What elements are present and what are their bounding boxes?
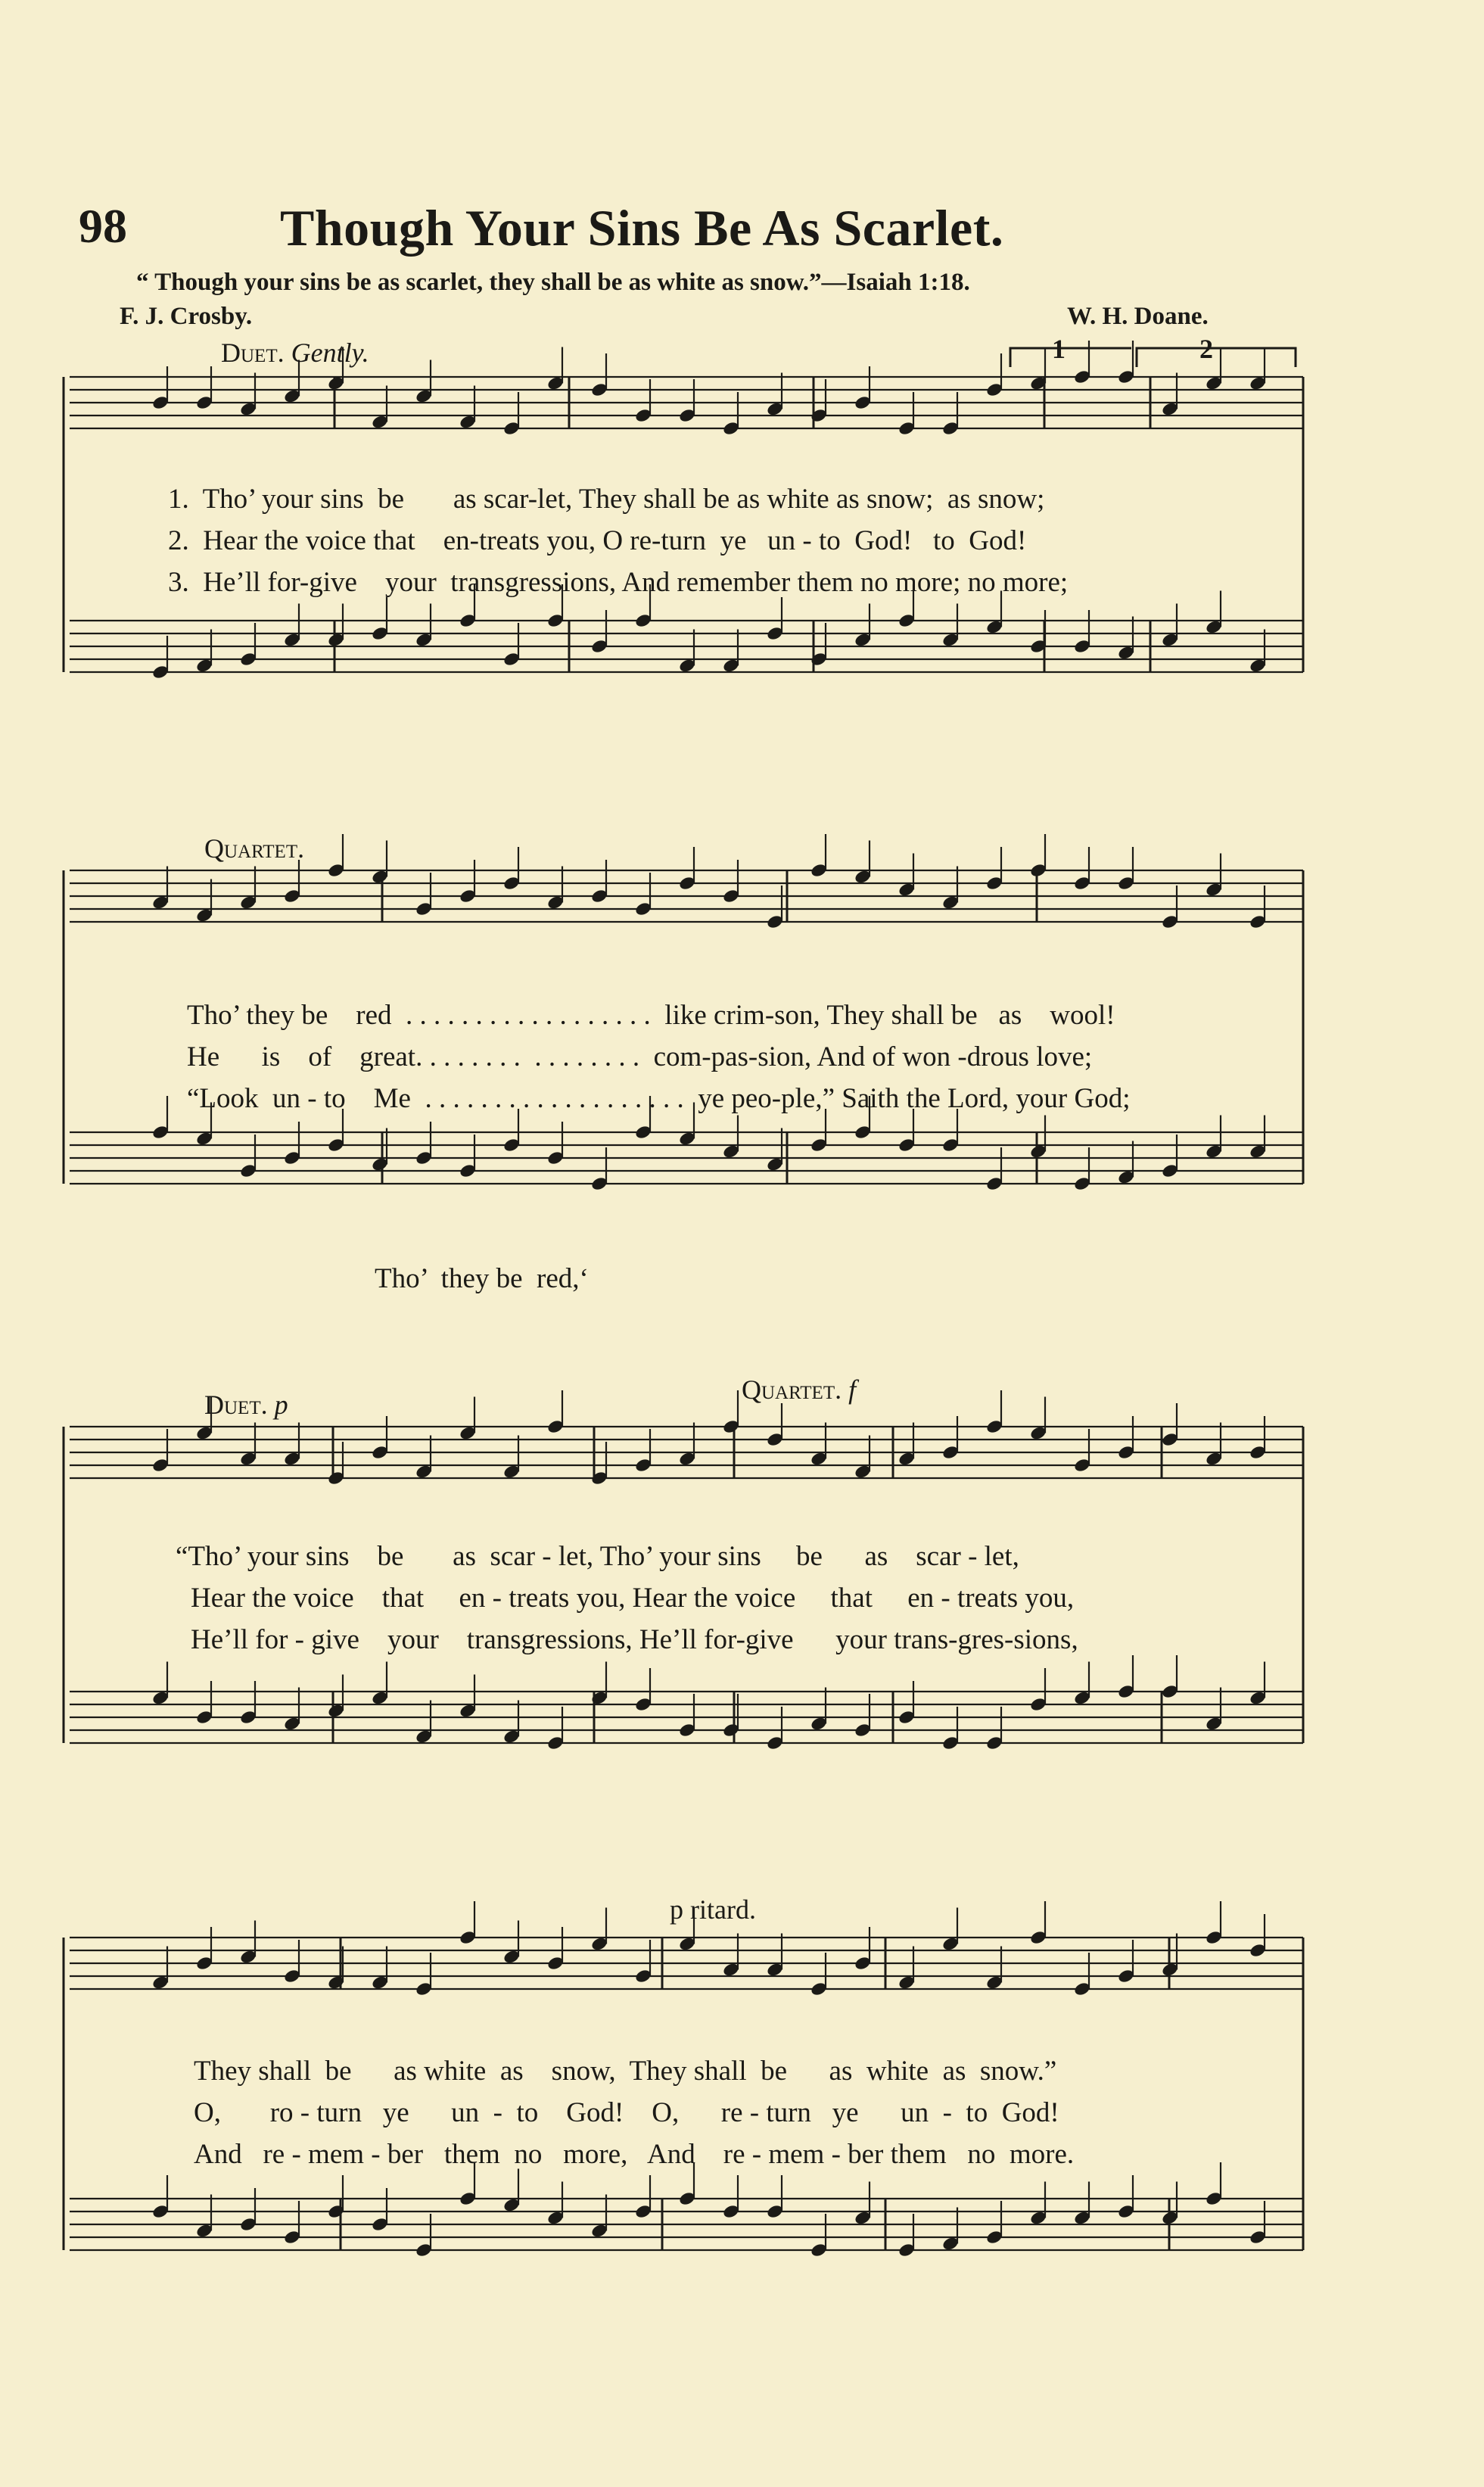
lyric-line: He’ll for - give your transgressions, He’ll for-give your trans-gres-sions, (191, 1624, 1078, 1655)
second-ending-bracket (1137, 348, 1296, 367)
quartet-label: Quartet. (204, 833, 305, 864)
lyric-line: They shall be as white as snow, They shall be as white as snow.” (194, 2056, 1057, 2087)
lyric-line: He is of great. . . . . . . . . . . . . . . . com-pas-sion, And of won -drous love; (187, 1041, 1093, 1072)
dynamic-p: p (274, 1390, 288, 1420)
quartet-label: Quartet. (742, 1374, 842, 1405)
author-credit: F. J. Crosby. (120, 303, 253, 330)
first-ending-bracket (1010, 348, 1131, 367)
composer-credit: W. H. Doane. (1067, 303, 1209, 330)
duet-label: Duet. (221, 338, 285, 368)
scripture-quote: “ Though your sins be as scarlet, they shall be as white as snow.”—Isaiah 1:18. (136, 269, 970, 296)
ending-2-label: 2 (1199, 334, 1213, 364)
hymn-number: 98 (79, 199, 127, 253)
lyric-line: 1. Tho’ your sins be as scar-let, They shall be as white as snow; as snow; (168, 484, 1045, 515)
lyric-line: 2. Hear the voice that en-treats you, O re-turn ye un - to God! to God! (168, 525, 1027, 556)
gently-label: Gently. (291, 338, 369, 368)
lyric-line: “Look un - to Me . . . . . . . . . . . . . . . . . . . ye peo-ple,” Saith the Lord, your God; (187, 1083, 1131, 1114)
hymn-title: Though Your Sins Be As Scarlet. (280, 199, 1004, 257)
lyric-line: And re - mem - ber them no more, And re - mem - ber them no more. (194, 2139, 1075, 2170)
dynamic-f: f (848, 1374, 857, 1405)
lyric-line: O, ro - turn ye un - to God! O, re - turn ye un - to God! (194, 2097, 1059, 2128)
lyric-line: “Tho’ your sins be as scar - let, Tho’ your sins be as scar - let, (176, 1541, 1019, 1572)
bass-lyric: Tho’ they be red,‘ (375, 1263, 589, 1294)
lyric-line: Hear the voice that en - treats you, Hear the voice that en - treats you, (191, 1583, 1075, 1614)
ending-1-label: 1 (1052, 334, 1066, 364)
direction-p-ritard: p ritard. (670, 1894, 756, 1925)
lyric-line: Tho’ they be red . . . . . . . . . . . . . . . . . . like crim-son, They shall be as wool! (187, 1000, 1115, 1031)
lyric-line: 3. He’ll for-give your transgressions, And remember them no more; no more; (168, 567, 1069, 598)
duet-label: Duet. (204, 1390, 268, 1420)
noteheads (151, 341, 1267, 2258)
